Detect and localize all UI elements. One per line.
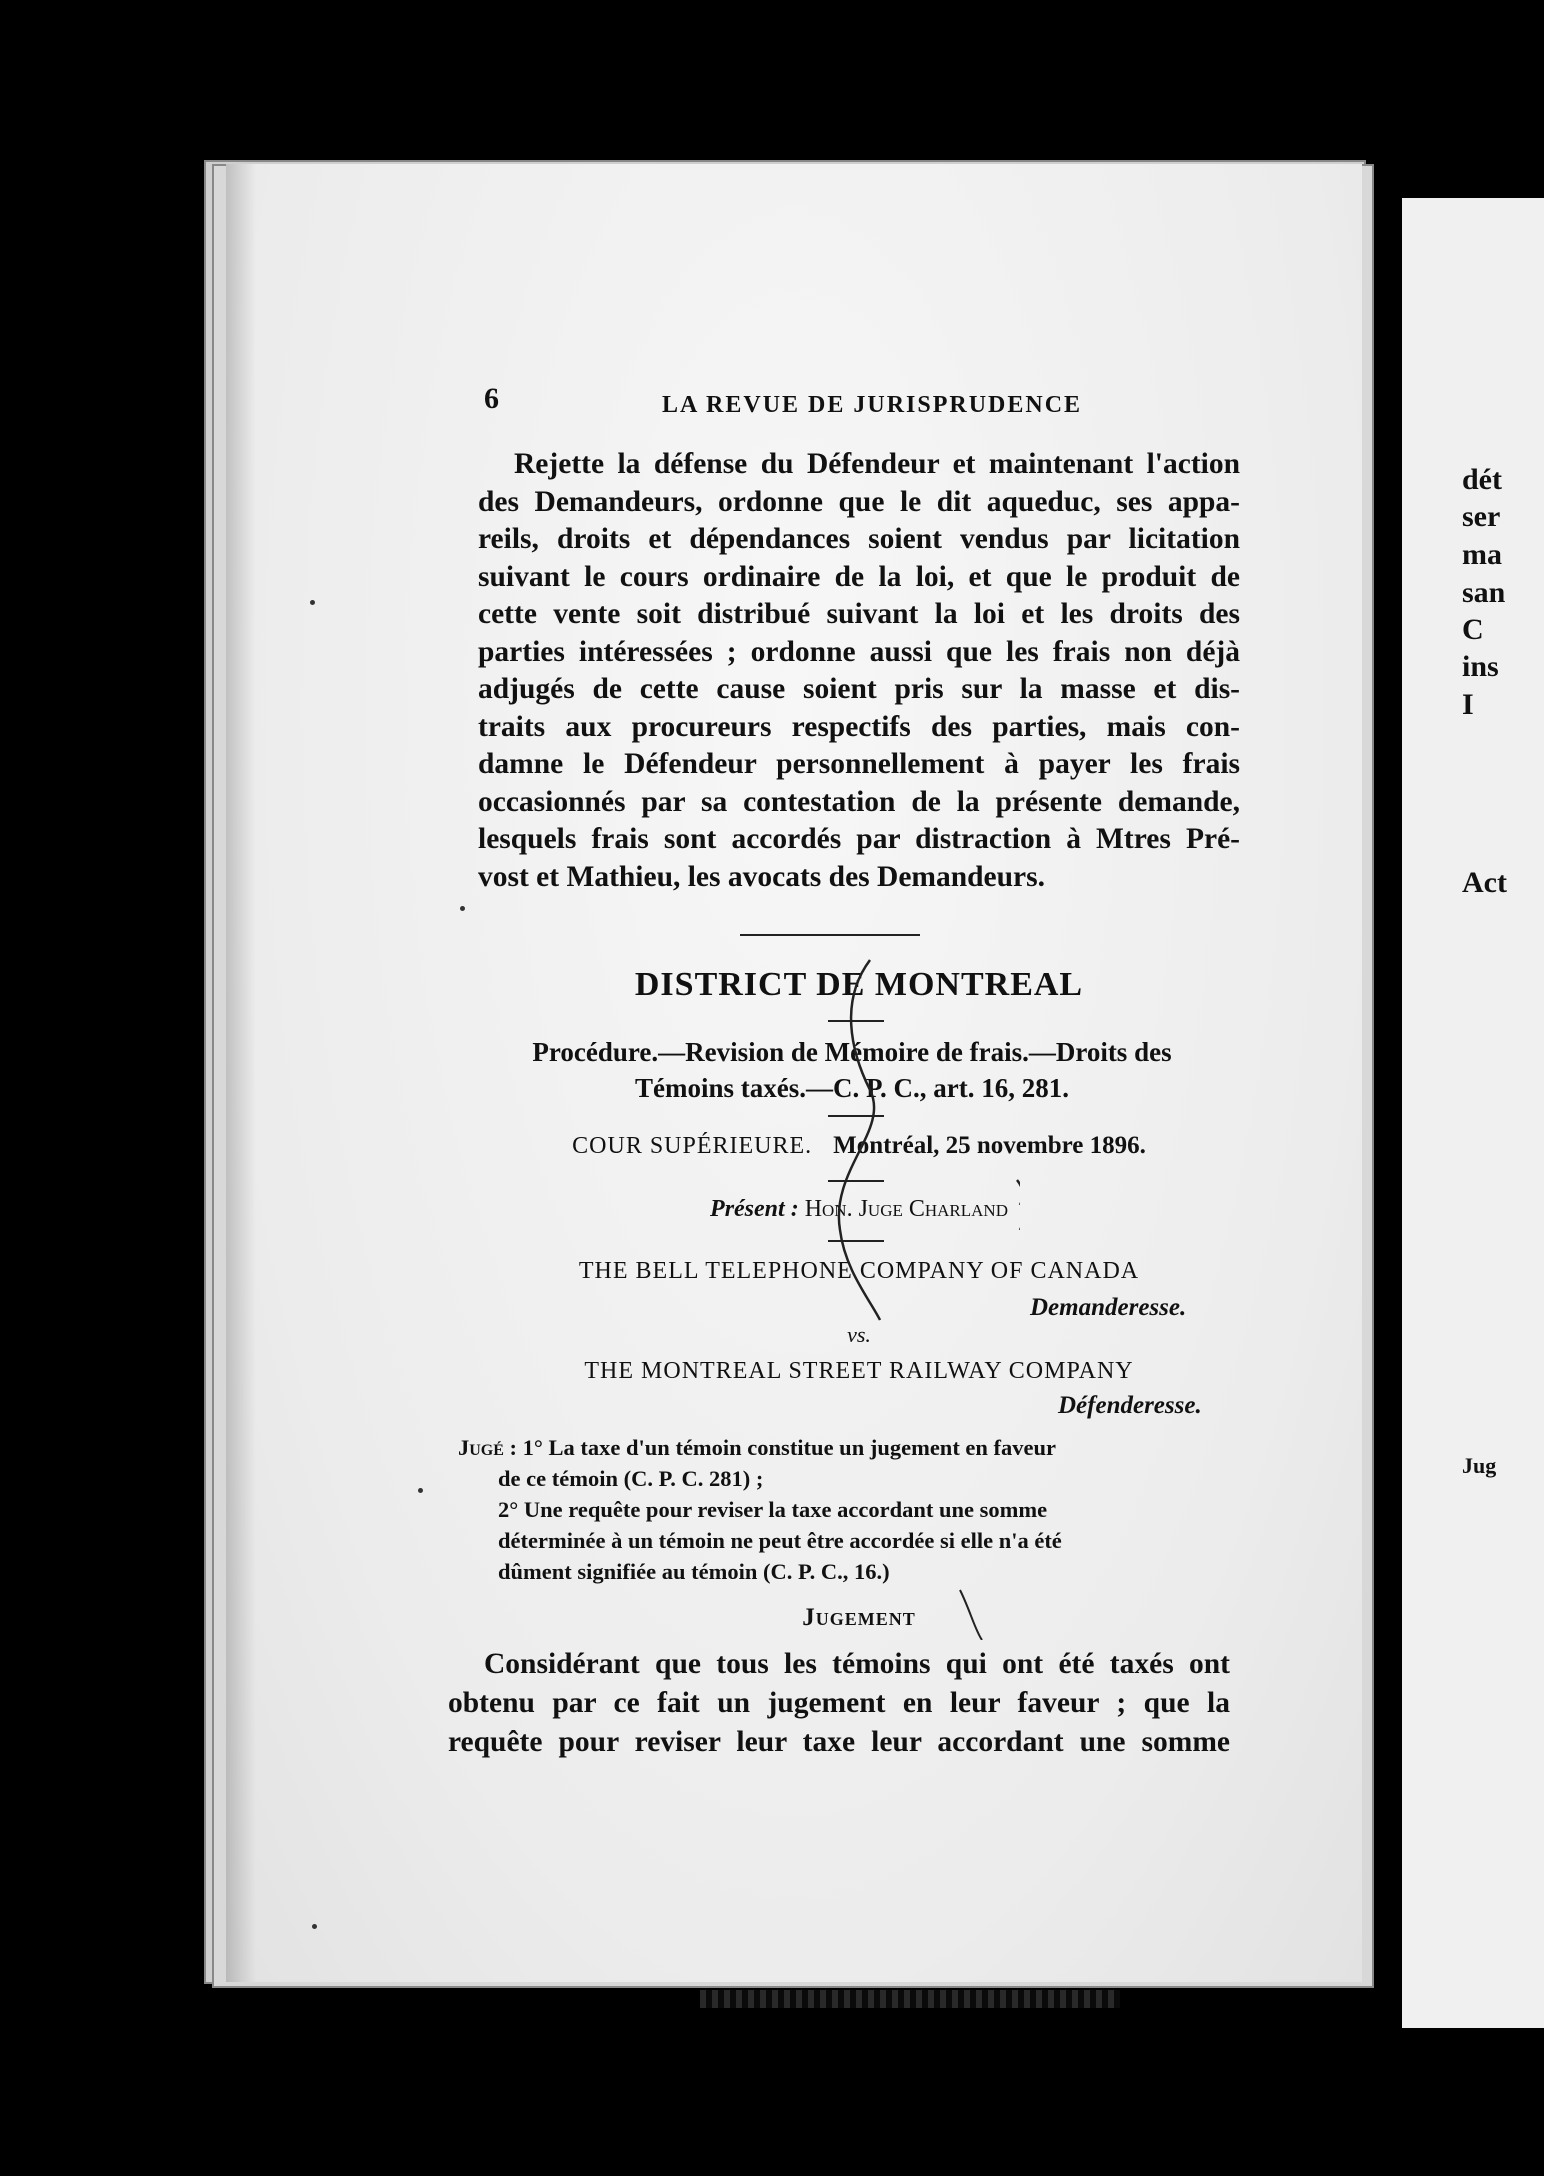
text-line: parties intéressées ; ordonne aussi que les frais non déjà [478, 635, 1240, 668]
text-line: occasionnés par sa contestation de la présente demande, [478, 785, 1240, 818]
headnote-label: Jugé : [458, 1435, 518, 1460]
speck [460, 906, 465, 911]
adjacent-page-fragment: Act [1462, 866, 1507, 899]
text-line: reils, droits et dépendances soient vendus par licitation [478, 523, 1240, 555]
paragraph-jugement [448, 1645, 1230, 1762]
adjacent-page-fragment: I [1462, 688, 1474, 721]
text-line: damne le Défendeur personnellement à payer les frais [478, 748, 1240, 780]
headnote-line: 2° Une requête pour reviser la taxe accordant une somme [498, 1497, 1048, 1522]
defendant-name: THE MONTREAL STREET RAILWAY COMPANY [584, 1358, 1134, 1384]
summary-line: Procédure.—Revision de Mémoire de frais.—Droits des [532, 1037, 1172, 1067]
adjacent-page-fragment: ma [1462, 538, 1502, 571]
versus: vs. [847, 1322, 871, 1347]
text-line: requête pour reviser leur taxe leur accordant une somme [448, 1726, 1230, 1758]
adjacent-page-fragment: ser [1462, 500, 1501, 533]
defendant-role: Défenderesse. [1058, 1392, 1202, 1419]
headnote-line: dûment signifiée au témoin (C. P. C., 16.) [498, 1559, 890, 1584]
adjacent-page-fragment: ins [1462, 650, 1499, 683]
text-line: lesquels frais sont accordés par distraction à Mtres Pré- [478, 823, 1240, 855]
judge-name: Hon. Juge Charland [804, 1196, 1008, 1222]
scan-artifact-strip [700, 1990, 1120, 2008]
summary-line: Témoins taxés.—C. P. C., art. 16, 281. [635, 1073, 1069, 1103]
place-date: Montréal, 25 novembre 1896. [833, 1132, 1146, 1159]
headnote-line: de ce témoin (C. P. C. 281) ; [498, 1466, 764, 1491]
gutter-shadow [226, 164, 256, 1982]
headnote-line: déterminée à un témoin ne peut être accordée si elle n'a été [498, 1528, 1062, 1553]
adjacent-page [1402, 198, 1544, 2028]
text-line: des Demandeurs, ordonne que le dit aqueduc, ses appa- [478, 485, 1240, 518]
page-number: 6 [484, 382, 499, 415]
text-line: suivant le cours ordinaire de la loi, et que le produit de [478, 560, 1240, 593]
adjacent-page-fragment: Jug [1462, 1453, 1497, 1478]
present-label: Présent : [710, 1196, 799, 1222]
adjacent-page-fragment: C [1462, 613, 1484, 646]
court-name: COUR SUPÉRIEURE. [572, 1133, 813, 1159]
text-line: Considérant que tous les témoins qui ont été taxés ont [484, 1648, 1230, 1680]
speck [418, 1488, 423, 1493]
paragraph-judgment-ending [478, 446, 1240, 896]
running-head: LA REVUE DE JURISPRUDENCE [662, 392, 1083, 418]
adjacent-page-fragment: san [1462, 576, 1506, 609]
text-line: traits aux procureurs respectifs des parties, mais con- [478, 710, 1240, 743]
headnote-text: 1° La taxe d'un témoin constitue un jugement en faveur [522, 1435, 1057, 1460]
text-line: vost et Mathieu, les avocats des Demandeurs. [478, 860, 1045, 893]
district-title: DISTRICT DE MONTREAL [634, 966, 1084, 1003]
plaintiff-role: Demanderesse. [1030, 1294, 1187, 1321]
text-line: cette vente soit distribué suivant la loi et les droits des [478, 598, 1240, 630]
pen-mark [720, 940, 1020, 1640]
text-line: obtenu par ce fait un jugement en leur faveur ; que la [448, 1687, 1230, 1719]
section-divider [740, 934, 920, 936]
text-line: adjugés de cette cause soient pris sur la masse et dis- [478, 673, 1240, 705]
plaintiff-name: THE BELL TELEPHONE COMPANY OF CANADA [578, 1258, 1140, 1284]
adjacent-page-fragment: dét [1462, 463, 1502, 496]
jugement-heading: Jugement [802, 1604, 916, 1631]
speck [312, 1924, 317, 1929]
text-line: Rejette la défense du Défendeur et maintenant l'action [514, 448, 1240, 480]
speck [310, 600, 315, 605]
